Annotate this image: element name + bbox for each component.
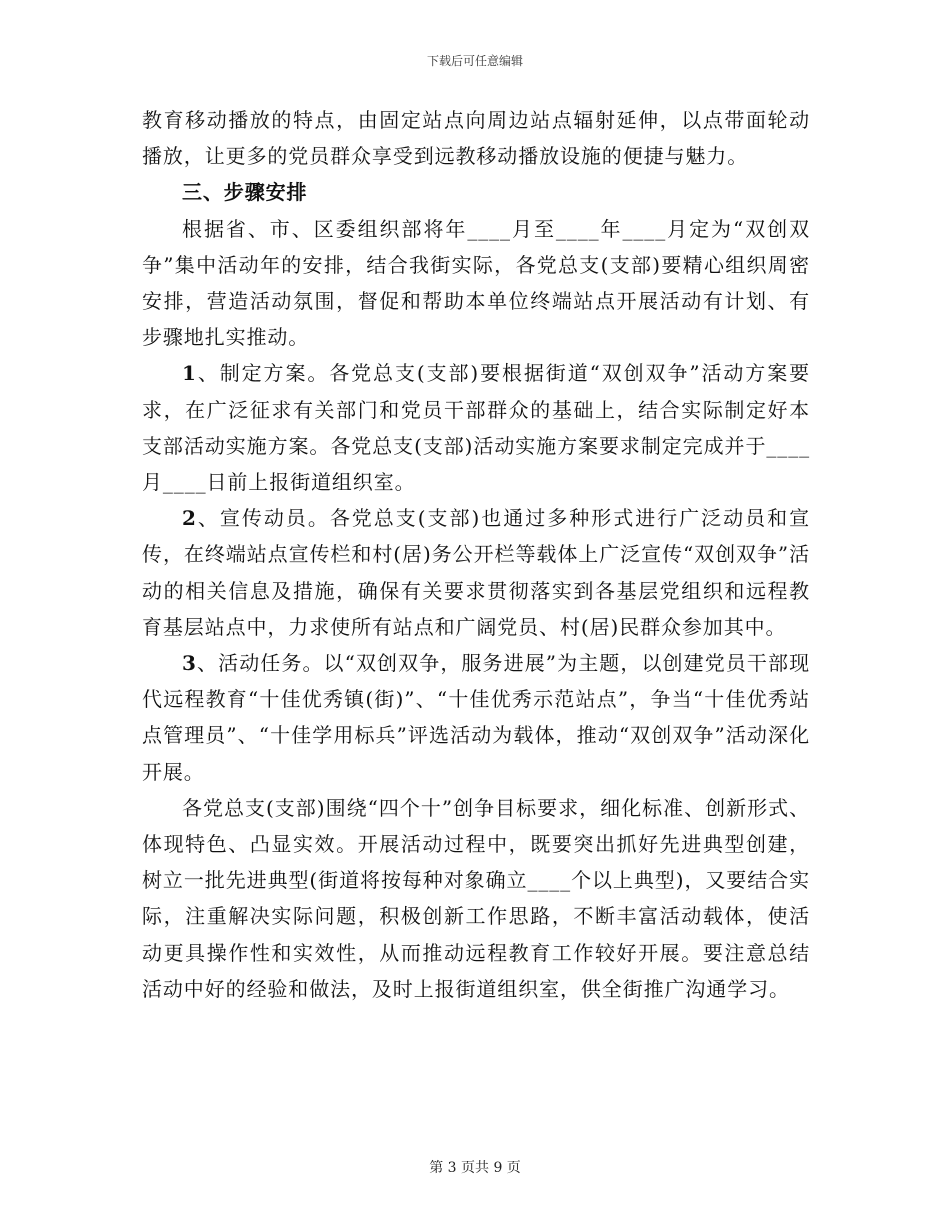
paragraph-intro: 根据省、市、区委组织部将年____月至____年____月定为“双创双争”集中活动年的安排，结合我街实际，各党总支(支部)要精心组织周密安排，营造活动氛围，督促和帮助本单位终端站点开展活动有计划、有步骤地扎实推动。 xyxy=(142,216,810,350)
section-heading: 三、步骤安排 xyxy=(182,180,308,205)
item-text: 、活动任务。以“双创双争，服务进展”为主题，以创建党员干部现代远程教育“十佳优秀镇(街)”、“十佳优秀示范站点”，争当“十佳优秀站点管理员”、“十佳学用标兵”评选活动为载体，推动“双创双争”活动深化开展。 xyxy=(142,651,810,784)
item-text: 、宣传动员。各党总支(支部)也通过多种形式进行广泛动员和宣传，在终端站点宣传栏和村(居)务公开栏等载体上广泛宣传“双创双争”活动的相关信息及措施，确保有关要求贯彻落实到各基层党组织和远程教育基层站点中，力求使所有站点和广阔党员、村(居)民群众参加其中。 xyxy=(142,506,810,639)
paragraph-item-3 xyxy=(142,645,810,790)
page-footer: 第 3 页共 9 页 xyxy=(429,1160,521,1176)
paragraph-closing: 各党总支(支部)围绕“四个十”创争目标要求，细化标准、创新形式、体现特色、凸显实效。开展活动过程中，既要突出抓好先进典型创建，树立一批先进典型(街道将按每种对象确立____个以上典型)，又要结合实际，注重解决实际问题，积极创新工作思路，不断丰富活动载体，使活动更具操作性和实效性，从而推动远程教育工作较好开展。要注意总结活动中好的经验和做法，及时上报街道组织室，供全街推广沟通学习。 xyxy=(142,795,810,1001)
item-number: 2 xyxy=(182,506,197,531)
paragraph-item-2 xyxy=(142,500,810,645)
item-number: 3 xyxy=(182,651,197,676)
item-text: 、制定方案。各党总支(支部)要根据街道“双创双争”活动方案要求，在广泛征求有关部门和党员干部群众的基础上，结合实际制定好本支部活动实施方案。各党总支(支部)活动实施方案要求制定完成并于____月____日前上报街道组织室。 xyxy=(142,361,810,495)
document-body xyxy=(142,102,810,1007)
paragraph-continuation: 教育移动播放的特点，由固定站点向周边站点辐射延伸，以点带面轮动播放，让更多的党员群众享受到远教移动播放设施的便捷与魅力。 xyxy=(142,108,810,169)
page-header: 下载后可任意编辑 xyxy=(426,54,523,68)
item-number: 1 xyxy=(182,361,197,386)
paragraph-item-1 xyxy=(142,355,810,500)
